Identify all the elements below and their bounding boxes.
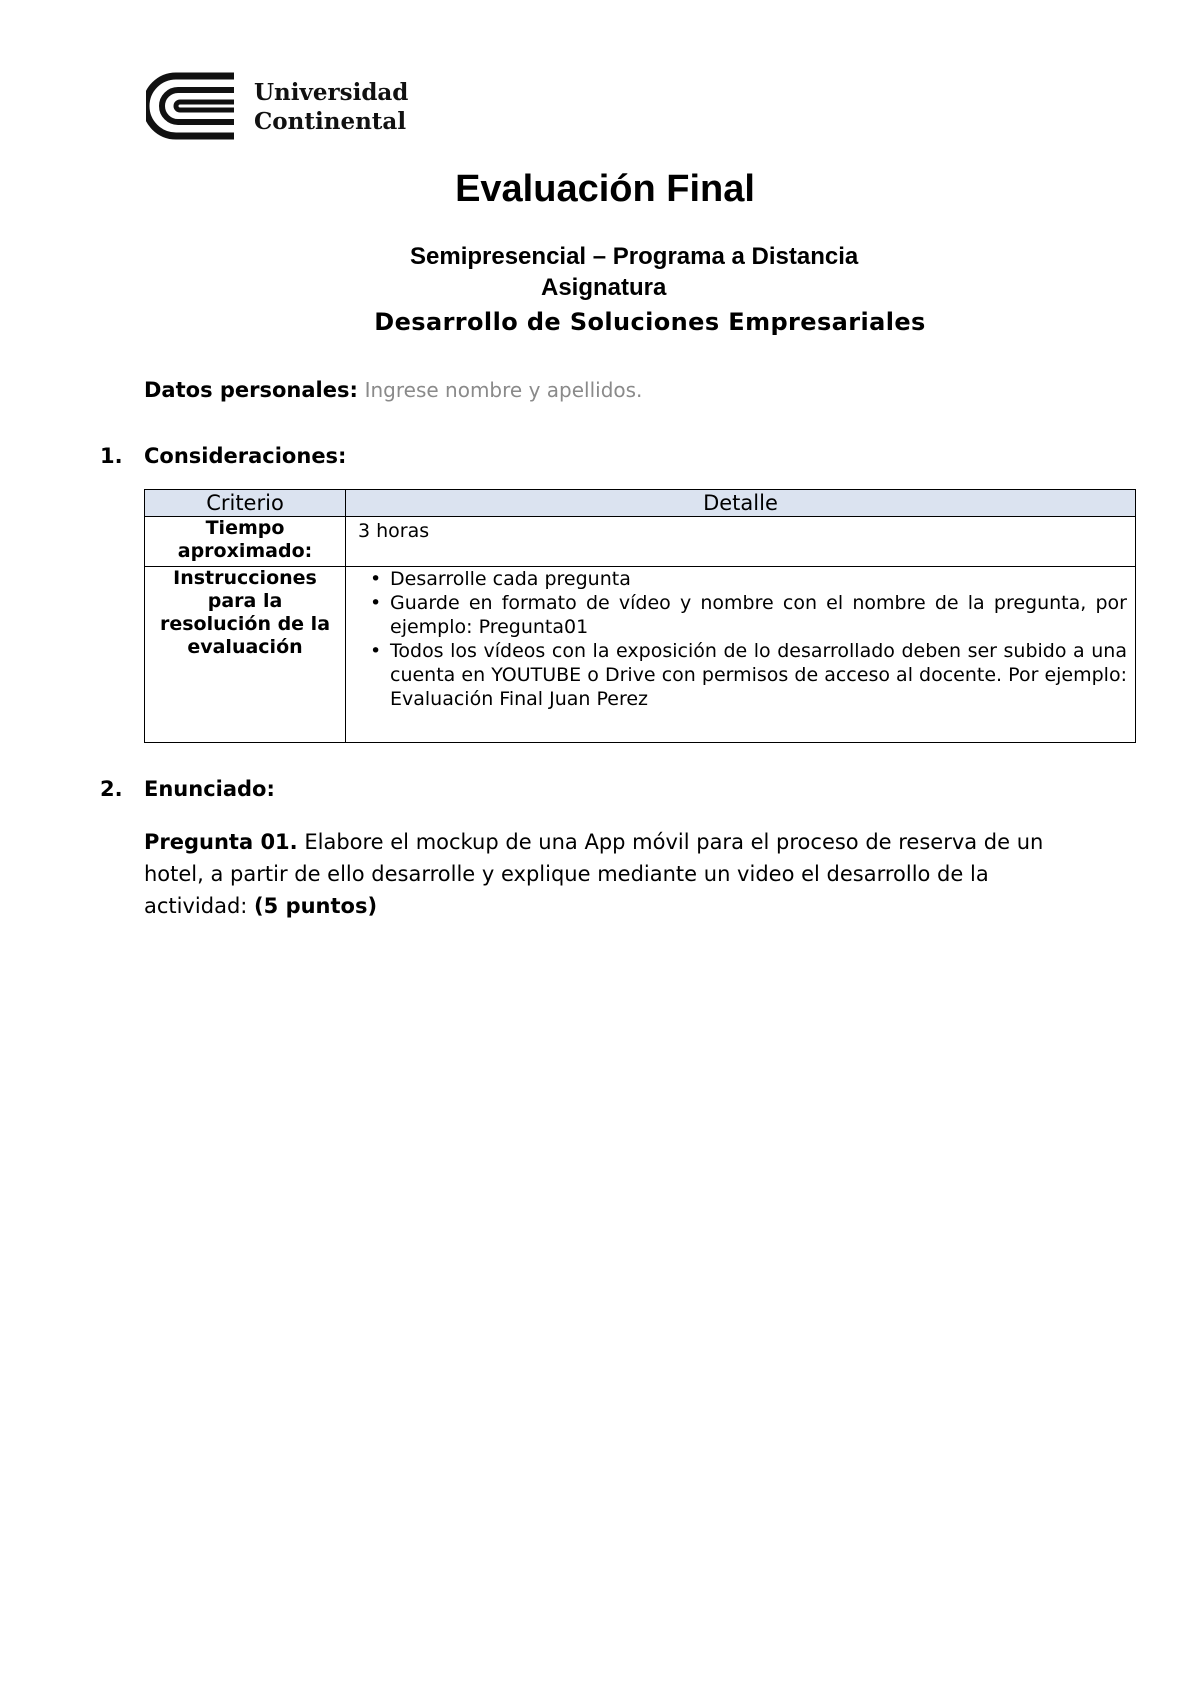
instruction-list [358,567,1127,711]
list-item: • Todos los vídeos con la exposición de lo desarrollado deben ser subido a una cuenta en YOUTUBE o Drive con permisos de acceso al docente. Por ejemplo: Evaluación Final Juan Perez [374,639,1127,711]
personal-data-line [144,378,642,402]
question-label: Pregunta 01. [144,830,298,854]
logo-line-1: Universidad [254,79,409,106]
personal-data-label: Datos personales: [144,378,358,402]
criterion-text: aproximado: [177,540,313,562]
table-row [145,517,1136,567]
logo-line-2: Continental [254,108,407,135]
list-item: • Guarde en formato de vídeo y nombre con el nombre de la pregunta, por ejemplo: Pregunta01 [374,591,1127,639]
list-item: • Desarrolle cada pregunta [374,567,1127,591]
table-header-detalle: Detalle [346,490,1136,517]
criterion-text: resolución de la [159,613,331,635]
table-header-row [145,490,1136,517]
criterion-text: Instrucciones [173,567,317,589]
detail-cell [346,567,1136,743]
asignatura-label: Asignatura [541,274,667,301]
table-header-criterio: Criterio [145,490,346,517]
criterion-text: para la [207,590,283,612]
university-name [254,78,408,136]
question-paragraph [144,826,1074,922]
section-number: 1. [100,444,123,468]
criterion-cell [145,567,346,743]
question-text: Elabore el mockup de una App móvil para el proceso de reserva de un hotel, a partir de ello desarrolle y explique mediante un video el desarrollo de la actividad: [144,830,1044,918]
question-points: (5 puntos) [254,894,378,918]
page-title: Evaluación Final [455,168,755,210]
section-title: Consideraciones: [144,444,347,468]
section-number: 2. [100,777,123,801]
detail-cell [346,517,1136,567]
criterion-cell [145,517,346,567]
criterion-text: evaluación [187,636,303,658]
university-logo [146,72,409,142]
program-subtitle: Semipresencial – Programa a Distancia [410,243,859,270]
section-heading-1 [100,444,346,468]
criteria-table [144,489,1136,743]
section-title: Enunciado: [144,777,275,801]
university-logo-icon [146,72,238,140]
course-name: Desarrollo de Soluciones Empresariales [374,308,926,336]
detail-text: 3 horas [358,520,430,542]
section-heading-2 [100,777,275,801]
criterion-text: Tiempo [205,517,285,539]
table-row [145,567,1136,743]
name-input[interactable]: Ingrese nombre y apellidos. [364,378,643,402]
